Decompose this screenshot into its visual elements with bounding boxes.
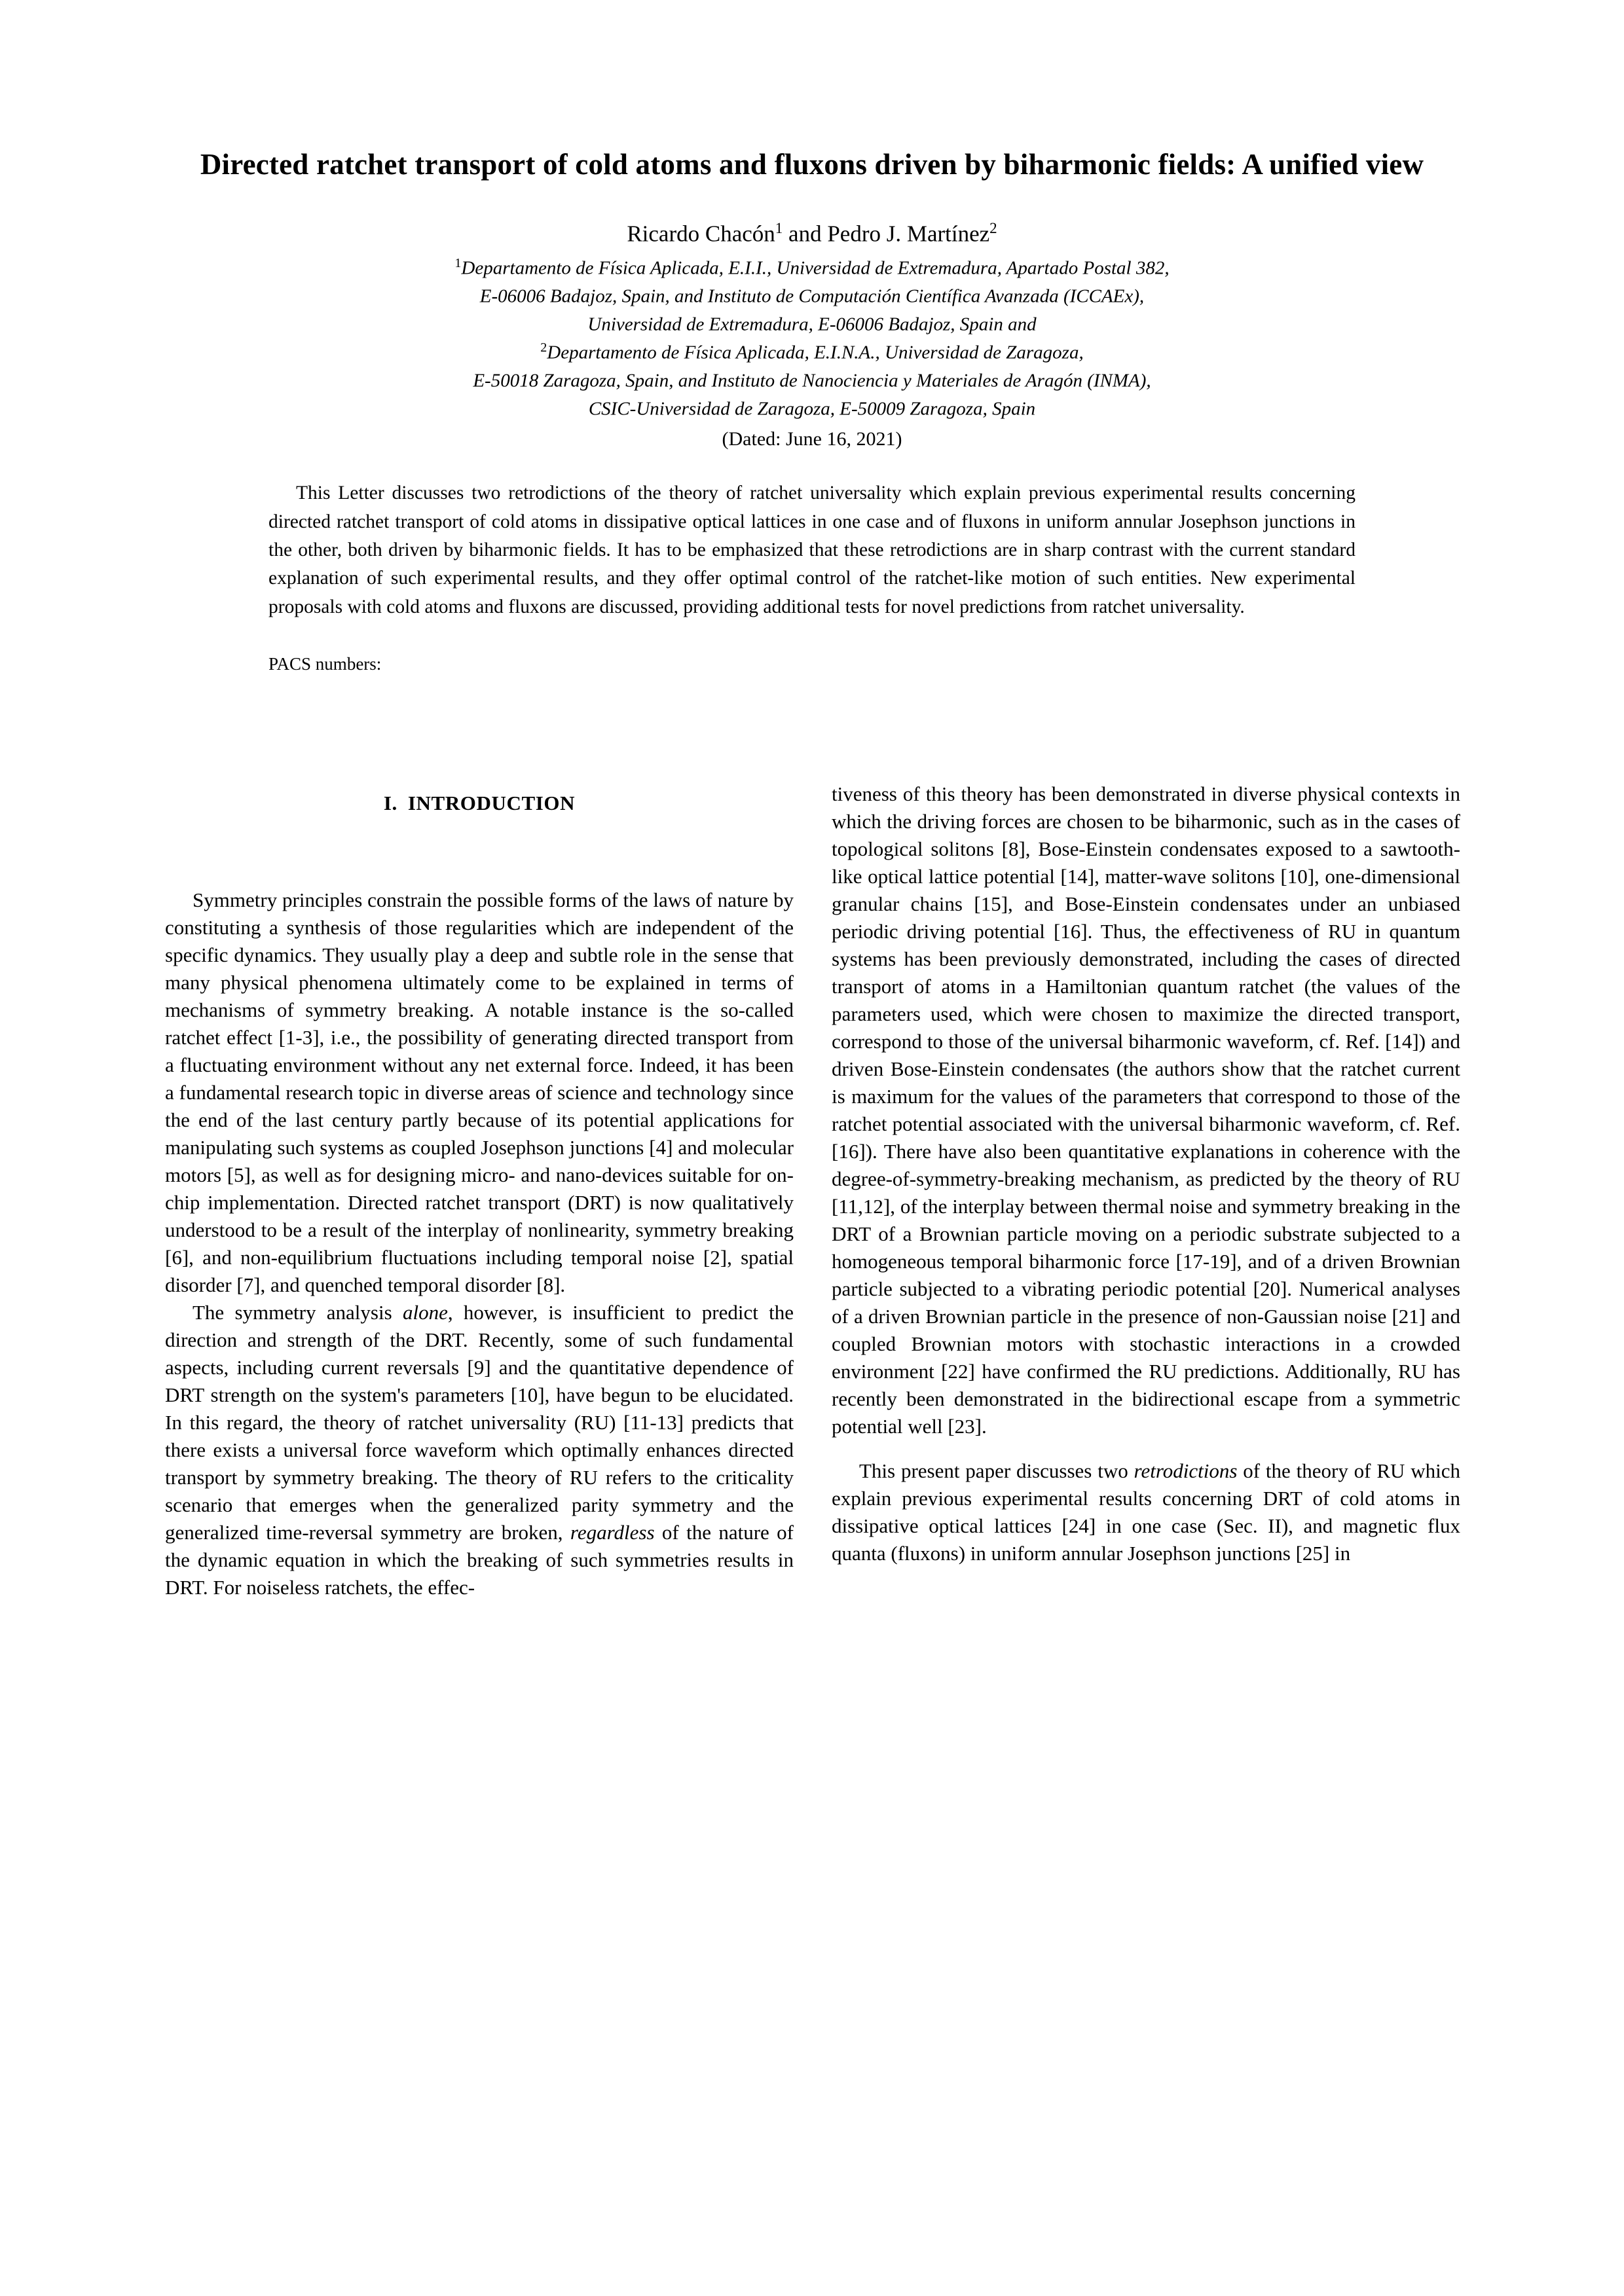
section-title: INTRODUCTION bbox=[407, 792, 576, 814]
affiliation-line bbox=[180, 338, 1444, 367]
paragraph-text: , however, is insufficient to predict the direction and strength of the DRT. Recently, some of such fundamental aspects, including current reversals [9] and the quantitative dependence of DRT strength on the system's parameters [10], have begun to be elucidated. In this regard, the theory of ratchet universality (RU) [11-13] predicts that there exists a universal force waveform which optimally enhances directed transport by symmetry breaking. The theory of RU refers to the criticality scenario that emerges when the generalized parity symmetry and the generalized time-reversal symmetry are broken, bbox=[165, 1301, 794, 1544]
section-heading-introduction bbox=[165, 790, 794, 817]
emphasis-retrodictions: retrodictions bbox=[1134, 1459, 1238, 1482]
emphasis-regardless: regardless bbox=[570, 1521, 655, 1544]
body-columns bbox=[165, 780, 1460, 1601]
section-number: I. bbox=[383, 792, 397, 814]
author-2-affiliation-marker: 2 bbox=[989, 219, 997, 236]
affiliation-line bbox=[180, 310, 1444, 338]
date-line: (Dated: June 16, 2021) bbox=[722, 428, 902, 450]
author-1-affiliation-marker: 1 bbox=[775, 219, 783, 236]
affiliation-line bbox=[180, 367, 1444, 395]
paragraph bbox=[832, 1457, 1460, 1567]
paragraph: Symmetry principles constrain the possible forms of the laws of nature by constituting a synthesis of those regularities which are independent of the specific dynamics. They usually play a deep and subtle role in the sense that many physical phenomena ultimately come to be explained in terms of mechanisms of symmetry breaking. A notable instance is the so-called ratchet effect [1-3], i.e., the possibility of generating directed transport from a fluctuating environment without any net external force. Indeed, it has been a fundamental research topic in diverse areas of science and technology since the end of the last century partly because of its potential applications for manipulating such systems as coupled Josephson junctions [4] and molecular motors [5], as well as for designing micro- and nano-devices suitable for on-chip implementation. Directed ratchet transport (DRT) is now qualitatively understood to be a result of the interplay of nonlinearity, symmetry breaking [6], and non-equilibrium fluctuations including temporal noise [2], spatial disorder [7], and quenched temporal disorder [8]. bbox=[165, 888, 794, 1296]
paragraph-text: This present paper discusses two bbox=[859, 1459, 1134, 1482]
paragraph-text: of the nature of the dynamic equation in which the breaking of such symmetries results in DRT. For noiseless ratchets, the effec- bbox=[165, 1521, 794, 1599]
affiliation-text: Departamento de Física Aplicada, E.I.N.A., Universidad de Zaragoza, bbox=[547, 342, 1084, 363]
page-title: Directed ratchet transport of cold atoms and fluxons driven by biharmonic fields: A unified view bbox=[200, 148, 1424, 181]
affiliation-text: Universidad de Extremadura, E-06006 Badajoz, Spain and bbox=[587, 314, 1037, 335]
affiliation-line bbox=[180, 254, 1444, 282]
paragraph-text: The symmetry analysis bbox=[193, 1301, 403, 1324]
affiliation-text: E-06006 Badajoz, Spain, and Instituto de Computación Científica Avanzada (ICCAEx), bbox=[479, 285, 1145, 307]
right-column bbox=[832, 780, 1460, 1601]
abstract: This Letter discusses two retrodictions of the theory of ratchet universality which explain previous experimental results concerning directed ratchet transport of cold atoms in dissipative optical lattices in one case and of fluxons in uniform annular Josephson junctions in the other, both driven by biharmonic fields. It has to be emphasized that these retrodictions are in sharp contrast with the current standard explanation of such experimental results, and they offer optimal control of the ratchet-like motion of such entities. New experimental proposals with cold atoms and fluxons are discussed, providing additional tests for novel predictions from ratchet universality. bbox=[268, 483, 1356, 617]
title-block bbox=[180, 0, 1444, 674]
author-list bbox=[180, 218, 1444, 249]
affiliation-marker: 2 bbox=[540, 340, 547, 355]
paragraph bbox=[165, 1299, 794, 1601]
affiliation-line bbox=[180, 395, 1444, 423]
affiliation-list bbox=[180, 254, 1444, 422]
paragraph-text: of the theory of RU which explain previous experimental results concerning DRT of cold atoms in dissipative optical lattices [24] in one case (Sec. II), and magnetic flux quanta (fluxons) in uniform annular Josephson junctions [25] in bbox=[832, 1459, 1460, 1565]
author-1: Ricardo Chacón bbox=[627, 221, 775, 247]
author-2: and Pedro J. Martínez bbox=[783, 221, 990, 247]
affiliation-marker: 1 bbox=[454, 256, 462, 271]
affiliation-text: E-50018 Zaragoza, Spain, and Instituto de Nanociencia y Materiales de Aragón (INMA), bbox=[473, 370, 1151, 392]
pacs-numbers: PACS numbers: bbox=[268, 654, 382, 674]
affiliation-text: Departamento de Física Aplicada, E.I.I., Universidad de Extremadura, Apartado Postal 382, bbox=[461, 258, 1170, 280]
affiliation-text: CSIC-Universidad de Zaragoza, E-50009 Zaragoza, Spain bbox=[588, 398, 1036, 420]
emphasis-alone: alone bbox=[402, 1301, 448, 1324]
affiliation-line bbox=[180, 282, 1444, 310]
paragraph: tiveness of this theory has been demonstrated in diverse physical contexts in which the driving forces are chosen to be biharmonic, such as in the cases of topological solitons [8], Bose-Einstein condensates exposed to a sawtooth-like optical lattice potential [14], matter-wave solitons [10], one-dimensional granular chains [15], and Bose-Einstein condensates under an unbiased periodic driving potential [16]. Thus, the effectiveness of RU in quantum systems has been previously demonstrated, including the cases of directed transport of atoms in a Hamiltonian quantum ratchet (the values of the parameters used, which were chosen to maximize the directed transport, correspond to those of the universal biharmonic waveform, cf. Ref. [14]) and driven Bose-Einstein condensates (the authors show that the ratchet current is maximum for the values of the parameters that correspond to those of the ratchet potential associated with the universal biharmonic waveform, cf. Ref. [16]). There have also been quantitative explanations in coherence with the degree-of-symmetry-breaking mechanism, as predicted by the theory of RU [11,12], of the interplay between thermal noise and symmetry breaking in the DRT of a Brownian particle moving on a periodic substrate subjected to a homogeneous temporal biharmonic force [17-19], and of a driven Brownian particle subjected to a vibrating periodic potential [20]. Numerical analyses of a driven Brownian particle in the presence of non-Gaussian noise [21] and coupled Brownian motors with stochastic interactions in a crowded environment [22] have confirmed the RU predictions. Additionally, RU has recently been demonstrated in the bidirectional escape from a symmetric potential well [23]. bbox=[832, 782, 1460, 1438]
left-column bbox=[165, 780, 794, 1601]
